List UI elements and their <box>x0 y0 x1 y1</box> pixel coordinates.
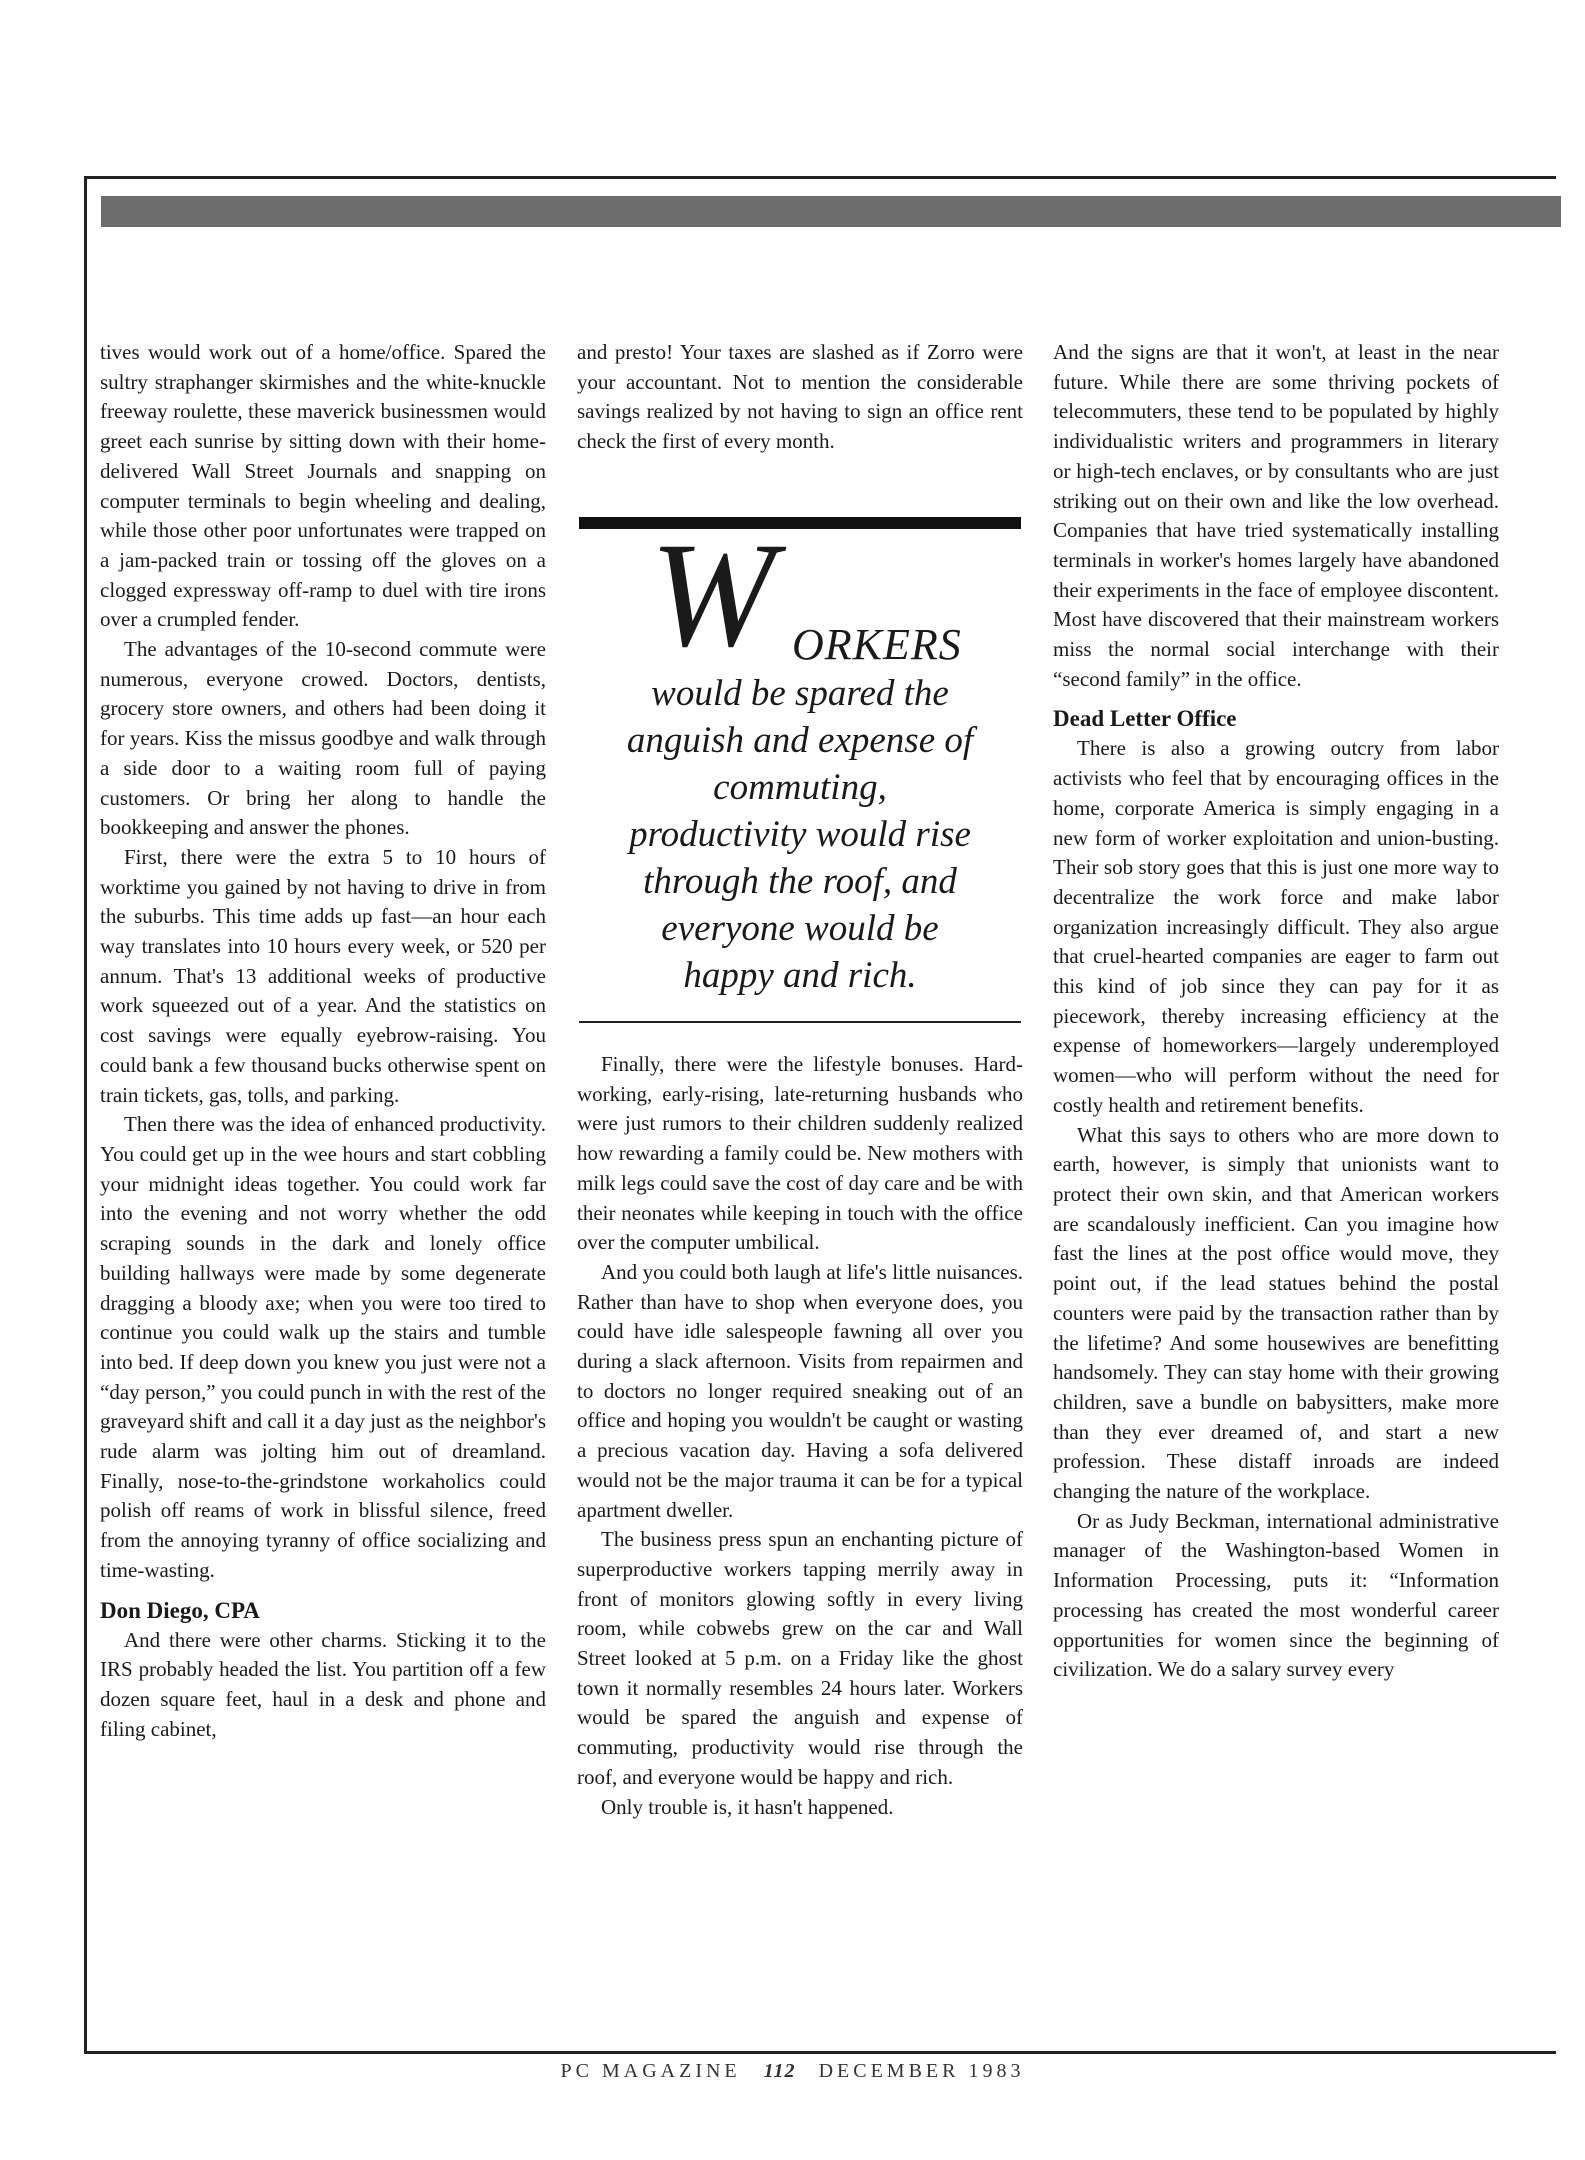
column-3 <box>1053 338 1499 1685</box>
paragraph: Then there was the idea of enhanced productivity. You could get up in the wee hours and start cobbling your midnight ideas together. You could work far into the evening and not worry whether the odd scraping sounds in the dark and lonely office building hallways were made by some degenerate dragging a bloody axe; when you were too tired to continue you could walk up the stairs and tumble into bed. If deep down you knew you just were not a “day person,” you could punch in with the rest of the graveyard shift and call it a day just as the neighbor's rude alarm was jolting him out of dreamland. Finally, nose-to-the-grindstone workaholics could polish off reams of work in blissful silence, freed from the annoying tyranny of office socializing and time-wasting. <box>100 1112 546 1582</box>
column-2-top <box>577 338 1023 457</box>
pull-quote-line: anguish and expense of <box>626 720 974 761</box>
paragraph: Finally, there were the lifestyle bonuses. Hard-working, early-rising, late-returning husbands who were just rumors to their children suddenly realized how rewarding a family could be. New mothers with milk legs could save the cost of day care and be with their neonates while keeping in touch with the office over the computer umbilical. <box>577 1052 1023 1255</box>
paragraph: Or as Judy Beckman, international administrative manager of the Washington-based Women in Information Processing, puts it: “Information processing has created the most wonderful career opportunities for women since the beginning of civilization. We do a salary survey every <box>1053 1508 1499 1682</box>
pull-quote-line: through the roof, and <box>643 861 957 902</box>
section-heading: Don Diego, CPA <box>100 1597 260 1623</box>
paragraph: The advantages of the 10-second commute were numerous, everyone crowed. Doctors, dentists, grocery store owners, and others had been doing it for years. Kiss the missus goodbye and walk through a side door to a waiting room full of paying customers. Or bring her along to handle the bookkeeping and answer the phones. <box>100 637 546 840</box>
paragraph: What this says to others who are more down to earth, however, is simply that unionists want to protect their own skin, and that American workers are scandalously inefficient. Can you imagine how fast the lines at the post office would move, they point out, if the lead statues behind the postal counters were paid by the transaction rather than by the lifetime? And some housewives are benefitting handsomely. They can stay home with their growing children, save a bundle on babysitters, make more than they ever dreamed of, and start a new profession. These distaff inroads are indeed changing the nature of the workplace. <box>1053 1122 1499 1504</box>
pull-quote-line: happy and rich. <box>683 955 917 996</box>
pull-quote-line: productivity would rise <box>629 814 971 855</box>
column-1 <box>100 338 546 1744</box>
paragraph: And you could both laugh at life's little nuisances. Rather than have to shop when everyone does, you could have idle salespeople fawning all over you during a slack afternoon. Visits from repairmen and to doctors no longer required sneaking out of an office and hoping you wouldn't be caught or wasting a precious vacation day. Having a sofa delivered would not be the major trauma it can be for a typical apartment dweller. <box>577 1259 1023 1522</box>
header-bar <box>101 196 1561 227</box>
paragraph: and presto! Your taxes are slashed as if Zorro were your accountant. Not to mention the considerable savings realized by not having to sign an office rent check the first of every month. <box>577 340 1023 454</box>
bottom-rule <box>84 2051 1556 2054</box>
paragraph: And there were other charms. Sticking it to the IRS probably headed the list. You partition off a few dozen square feet, haul in a desk and phone and filing cabinet, <box>100 1627 546 1741</box>
paragraph: tives would work out of a home/office. Spared the sultry straphanger skirmishes and the white-knuckle freeway roulette, these maverick businessmen would greet each sunrise by sitting down with their home-delivered Wall Street Journals and snapping on computer terminals to begin wheeling and dealing, while those other poor unfortunates were trapped on a jam-packed train or tossing off the gloves on a clogged expressway off-ramp to duel with tire irons over a crumpled fender. <box>100 340 546 632</box>
paragraph: Only trouble is, it hasn't happened. <box>601 1794 894 1819</box>
column-2-bottom <box>577 1050 1023 1822</box>
pull-quote-bottom-rule <box>579 1021 1021 1023</box>
section-heading: Dead Letter Office <box>1053 706 1237 732</box>
left-rule <box>84 176 87 2054</box>
pull-quote-top-rule <box>579 517 1021 529</box>
paragraph: There is also a growing outcry from labor activists who feel that by encouraging offices in the home, corporate America is simply engaging in a new form of worker exploitation and union-busting. Their sob story goes that this is just one more way to decentralize the work force and make labor organization increasingly difficult. They also argue that cruel-hearted companies are eager to farm out this kind of job since they can pay for it as piecework, thereby increasing efficiency at the expense of homeworkers—largely underemployed women—who will perform without the need for costly health and retirement benefits. <box>1053 736 1499 1117</box>
pull-quote-first-word: ORKERS <box>792 620 962 669</box>
pull-quote <box>579 670 1021 999</box>
page-footer <box>0 2060 1585 2083</box>
paragraph: And the signs are that it won't, at least in the near future. While there are some thriving pockets of telecommuters, these tend to be populated by highly individualistic writers and programmers in literary or high-tech enclaves, or by consultants who are just striking out on their own and like the low overhead. Companies that have tried systematically installing terminals in worker's homes largely have abandoned their experiments in the face of employee discontent. Most have discovered that their mainstream workers miss the normal social interchange with their “second family” in the office. <box>1053 340 1499 691</box>
issue-date: DECEMBER 1983 <box>818 2060 1025 2082</box>
magazine-name: PC MAGAZINE <box>560 2060 741 2082</box>
pull-quote-line: would be spared the <box>651 673 949 714</box>
top-rule <box>84 176 1556 179</box>
paragraph: First, there were the extra 5 to 10 hours of worktime you gained by not having to drive in from the suburbs. This time adds up fast—an hour each way translates into 10 hours every week, or 520 per annum. That's 13 additional weeks of productive work squeezed out of a year. And the statistics on cost savings were equally eyebrow-raising. You could bank a few thousand bucks otherwise spent on train tickets, gas, tolls, and parking. <box>100 844 546 1107</box>
paragraph: The business press spun an enchanting picture of superproductive workers tapping merrily away in front of monitors glowing softly in every living room, while cobwebs grew on the car and Wall Street looked at 5 p.m. on a Friday like the ghost town it normally resembles 24 hours later. Workers would be spared the anguish and expense of commuting, productivity would rise through the roof, and everyone would be happy and rich. <box>577 1527 1023 1789</box>
page-number: 112 <box>763 2060 796 2082</box>
pull-quote-initial: W <box>650 512 775 678</box>
pull-quote-line: everyone would be <box>661 908 939 949</box>
pull-quote-line: commuting, <box>713 767 887 808</box>
